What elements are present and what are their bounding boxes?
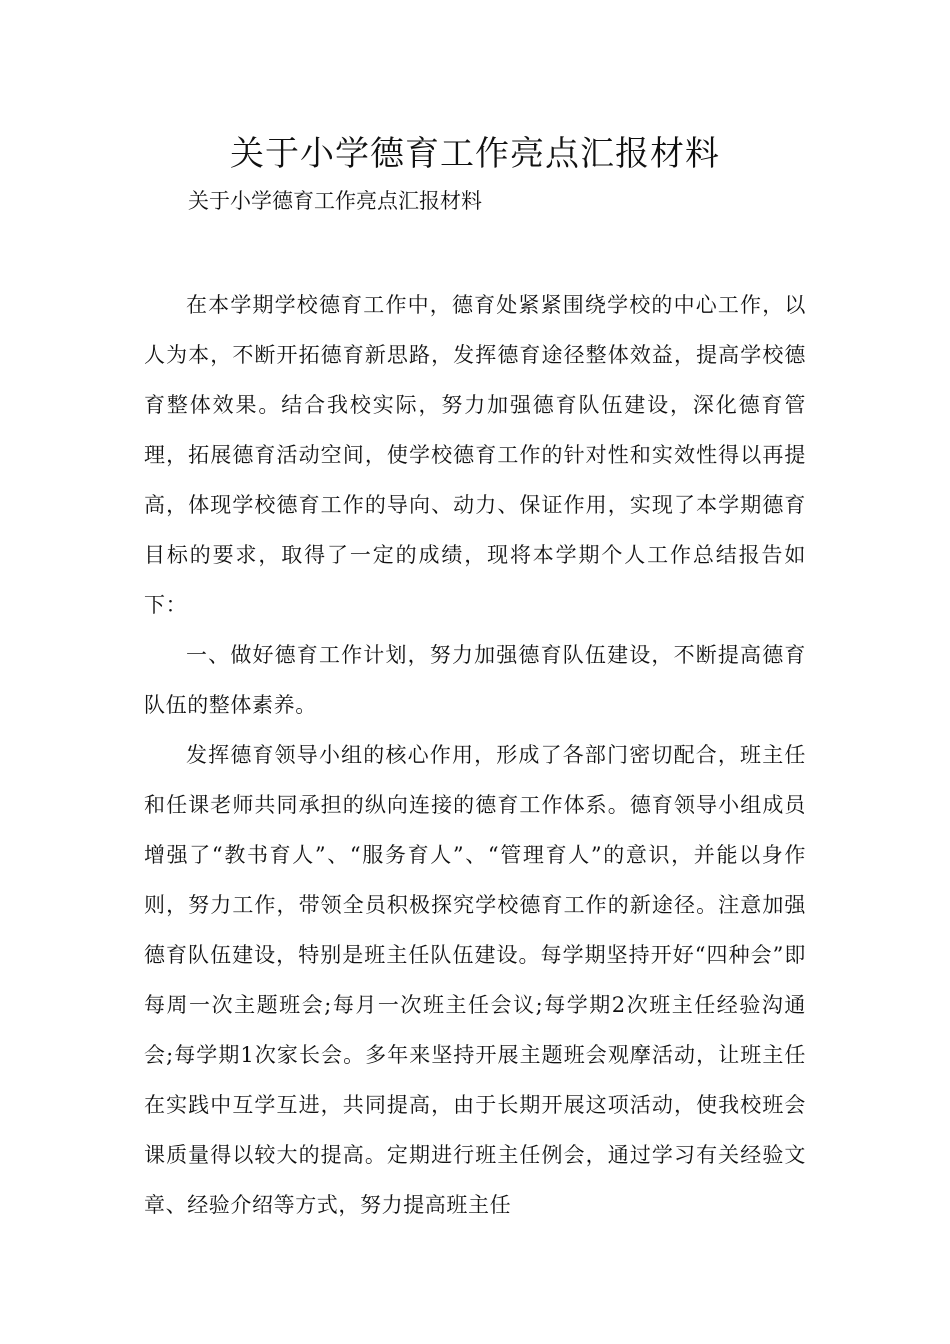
document-title: 关于小学德育工作亮点汇报材料 — [230, 134, 720, 174]
paragraph-intro: 在本学期学校德育工作中，德育处紧紧围绕学校的中心工作，以人为本，不断开拓德育新思路，发挥德育途径整体效益，提高学校德育整体效果。结合我校实际，努力加强德育队伍建设，深化德育管理，拓展德育活动空间，使学校德育工作的针对性和实效性得以再提高，体现学校德育工作的导向、动力、保证作用，实现了本学期德育目标的要求，取得了一定的成绩，现将本学期个人工作总结报告如下： — [144, 293, 806, 617]
paragraph-section-heading: 一、做好德育工作计划，努力加强德育队伍建设，不断提高德育队伍的整体素养。 — [144, 643, 806, 717]
document-subtitle: 关于小学德育工作亮点汇报材料 — [188, 189, 482, 213]
document-body — [144, 280, 806, 1230]
paragraph-section-body: 发挥德育领导小组的核心作用，形成了各部门密切配合，班主任和任课老师共同承担的纵向连接的德育工作体系。德育领导小组成员增强了“教书育人”、“服务育人”、“管理育人”的意识，并能以身作则，努力工作，带领全员积极探究学校德育工作的新途径。注意加强德育队伍建设，特别是班主任队伍建设。每学期坚持开好“四种会”即每周一次主题班会;每月一次班主任会议;每学期2次班主任经验沟通会;每学期1次家长会。多年来坚持开展主题班会观摩活动，让班主任在实践中互学互进，共同提高，由于长期开展这项活动，使我校班会课质量得以较大的提高。定期进行班主任例会，通过学习有关经验文章、经验介绍等方式，努力提高班主任 — [144, 743, 806, 1217]
